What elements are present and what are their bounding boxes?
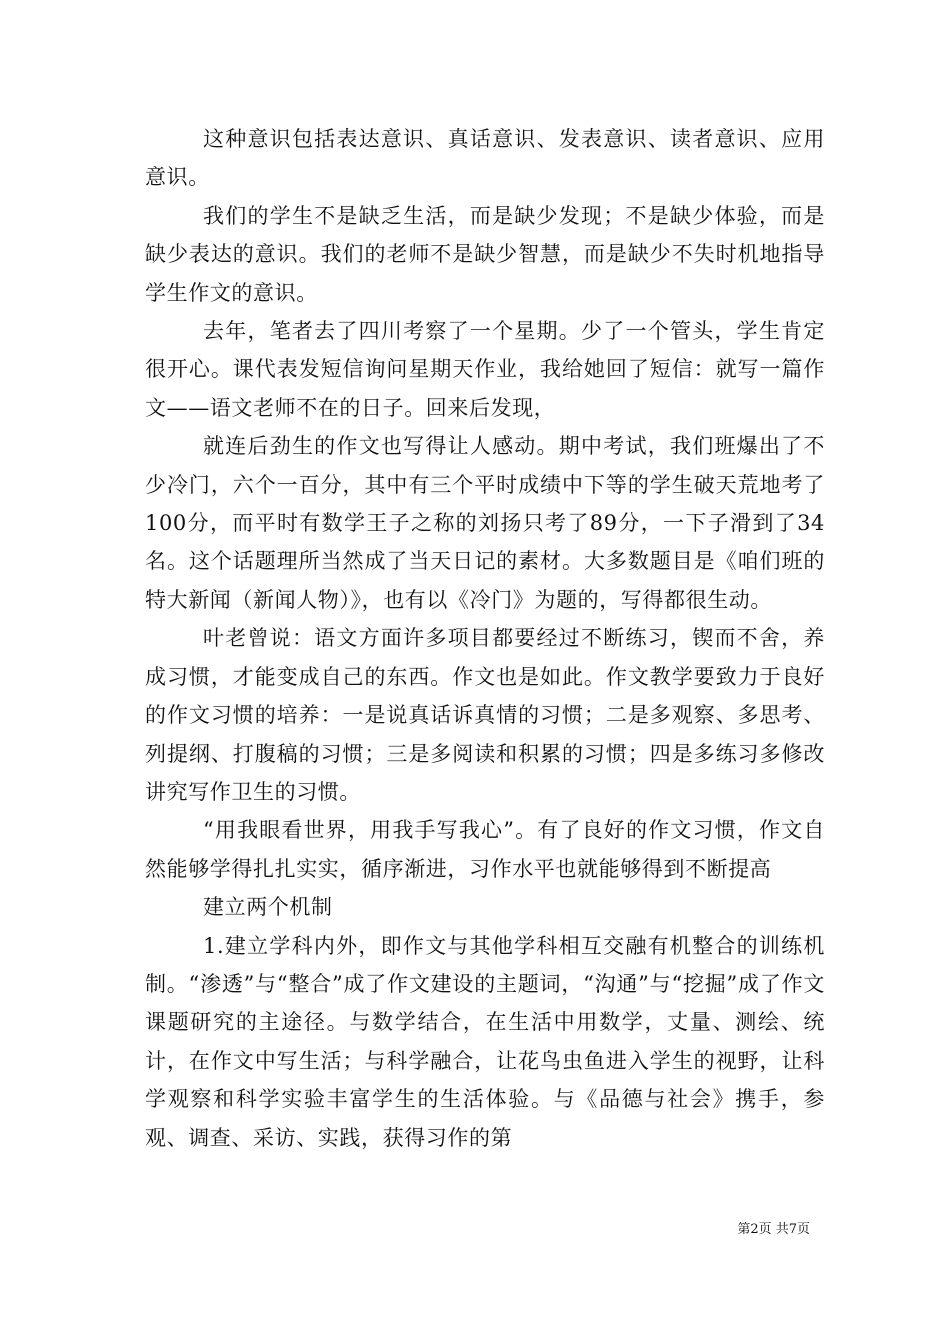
page-number-footer: 第2页 共7页: [737, 1222, 810, 1237]
paragraph: 这种意识包括表达意识、真话意识、发表意识、读者意识、应用意识。: [145, 127, 825, 190]
paragraph: 叶老曾说：语文方面许多项目都要经过不断练习，锲而不舍，养成习惯，才能变成自己的东西。作文也是如此。作文教学要致力于良好的作文习惯的培养：一是说真话诉真情的习惯；二是多观察、多思考、列提纲、打腹稿的习惯；三是多阅读和积累的习惯；四是多练习多修改讲究写作卫生的习惯。: [145, 626, 825, 804]
section-heading: 建立两个机制: [203, 895, 333, 920]
paragraph: 去年，笔者去了四川考察了一个星期。少了一个管头，学生肯定很开心。课代表发短信询问星期天作业，我给她回了短信：就写一篇作文——语文老师不在的日子。回来后发现，: [145, 319, 825, 420]
paragraph: 1.建立学科内外，即作文与其他学科相互交融有机整合的训练机制。“渗透”与“整合”成了作文建设的主题词，“沟通”与“挖掘”成了作文课题研究的主途径。与数学结合，在生活中用数学，丈量、测绘、统计，在作文中写生活；与科学融合，让花鸟虫鱼进入学生的视野，让科学观察和科学实验丰富学生的生活体验。与《品德与社会》携手，参观、调查、采访、实践，获得习作的第: [145, 933, 825, 1150]
paragraph: “用我眼看世界，用我手写我心”。有了良好的作文习惯，作文自然能够学得扎扎实实，循序渐进，习作水平也就能够得到不断提高: [145, 818, 825, 881]
paragraph: 就连后劲生的作文也写得让人感动。期中考试，我们班爆出了不少冷门，六个一百分，其中有三个平时成绩中下等的学生破天荒地考了100分，而平时有数学王子之称的刘扬只考了89分，一下子滑到了34名。这个话题理所当然成了当天日记的素材。大多数题目是《咱们班的特大新闻（新闻人物）》，也有以《冷门》为题的，写得都很生动。: [145, 434, 825, 612]
document-body: [145, 120, 825, 1157]
paragraph: 我们的学生不是缺乏生活，而是缺少发现；不是缺少体验，而是缺少表达的意识。我们的老师不是缺少智慧，而是缺少不失时机地指导学生作文的意识。: [145, 203, 825, 305]
